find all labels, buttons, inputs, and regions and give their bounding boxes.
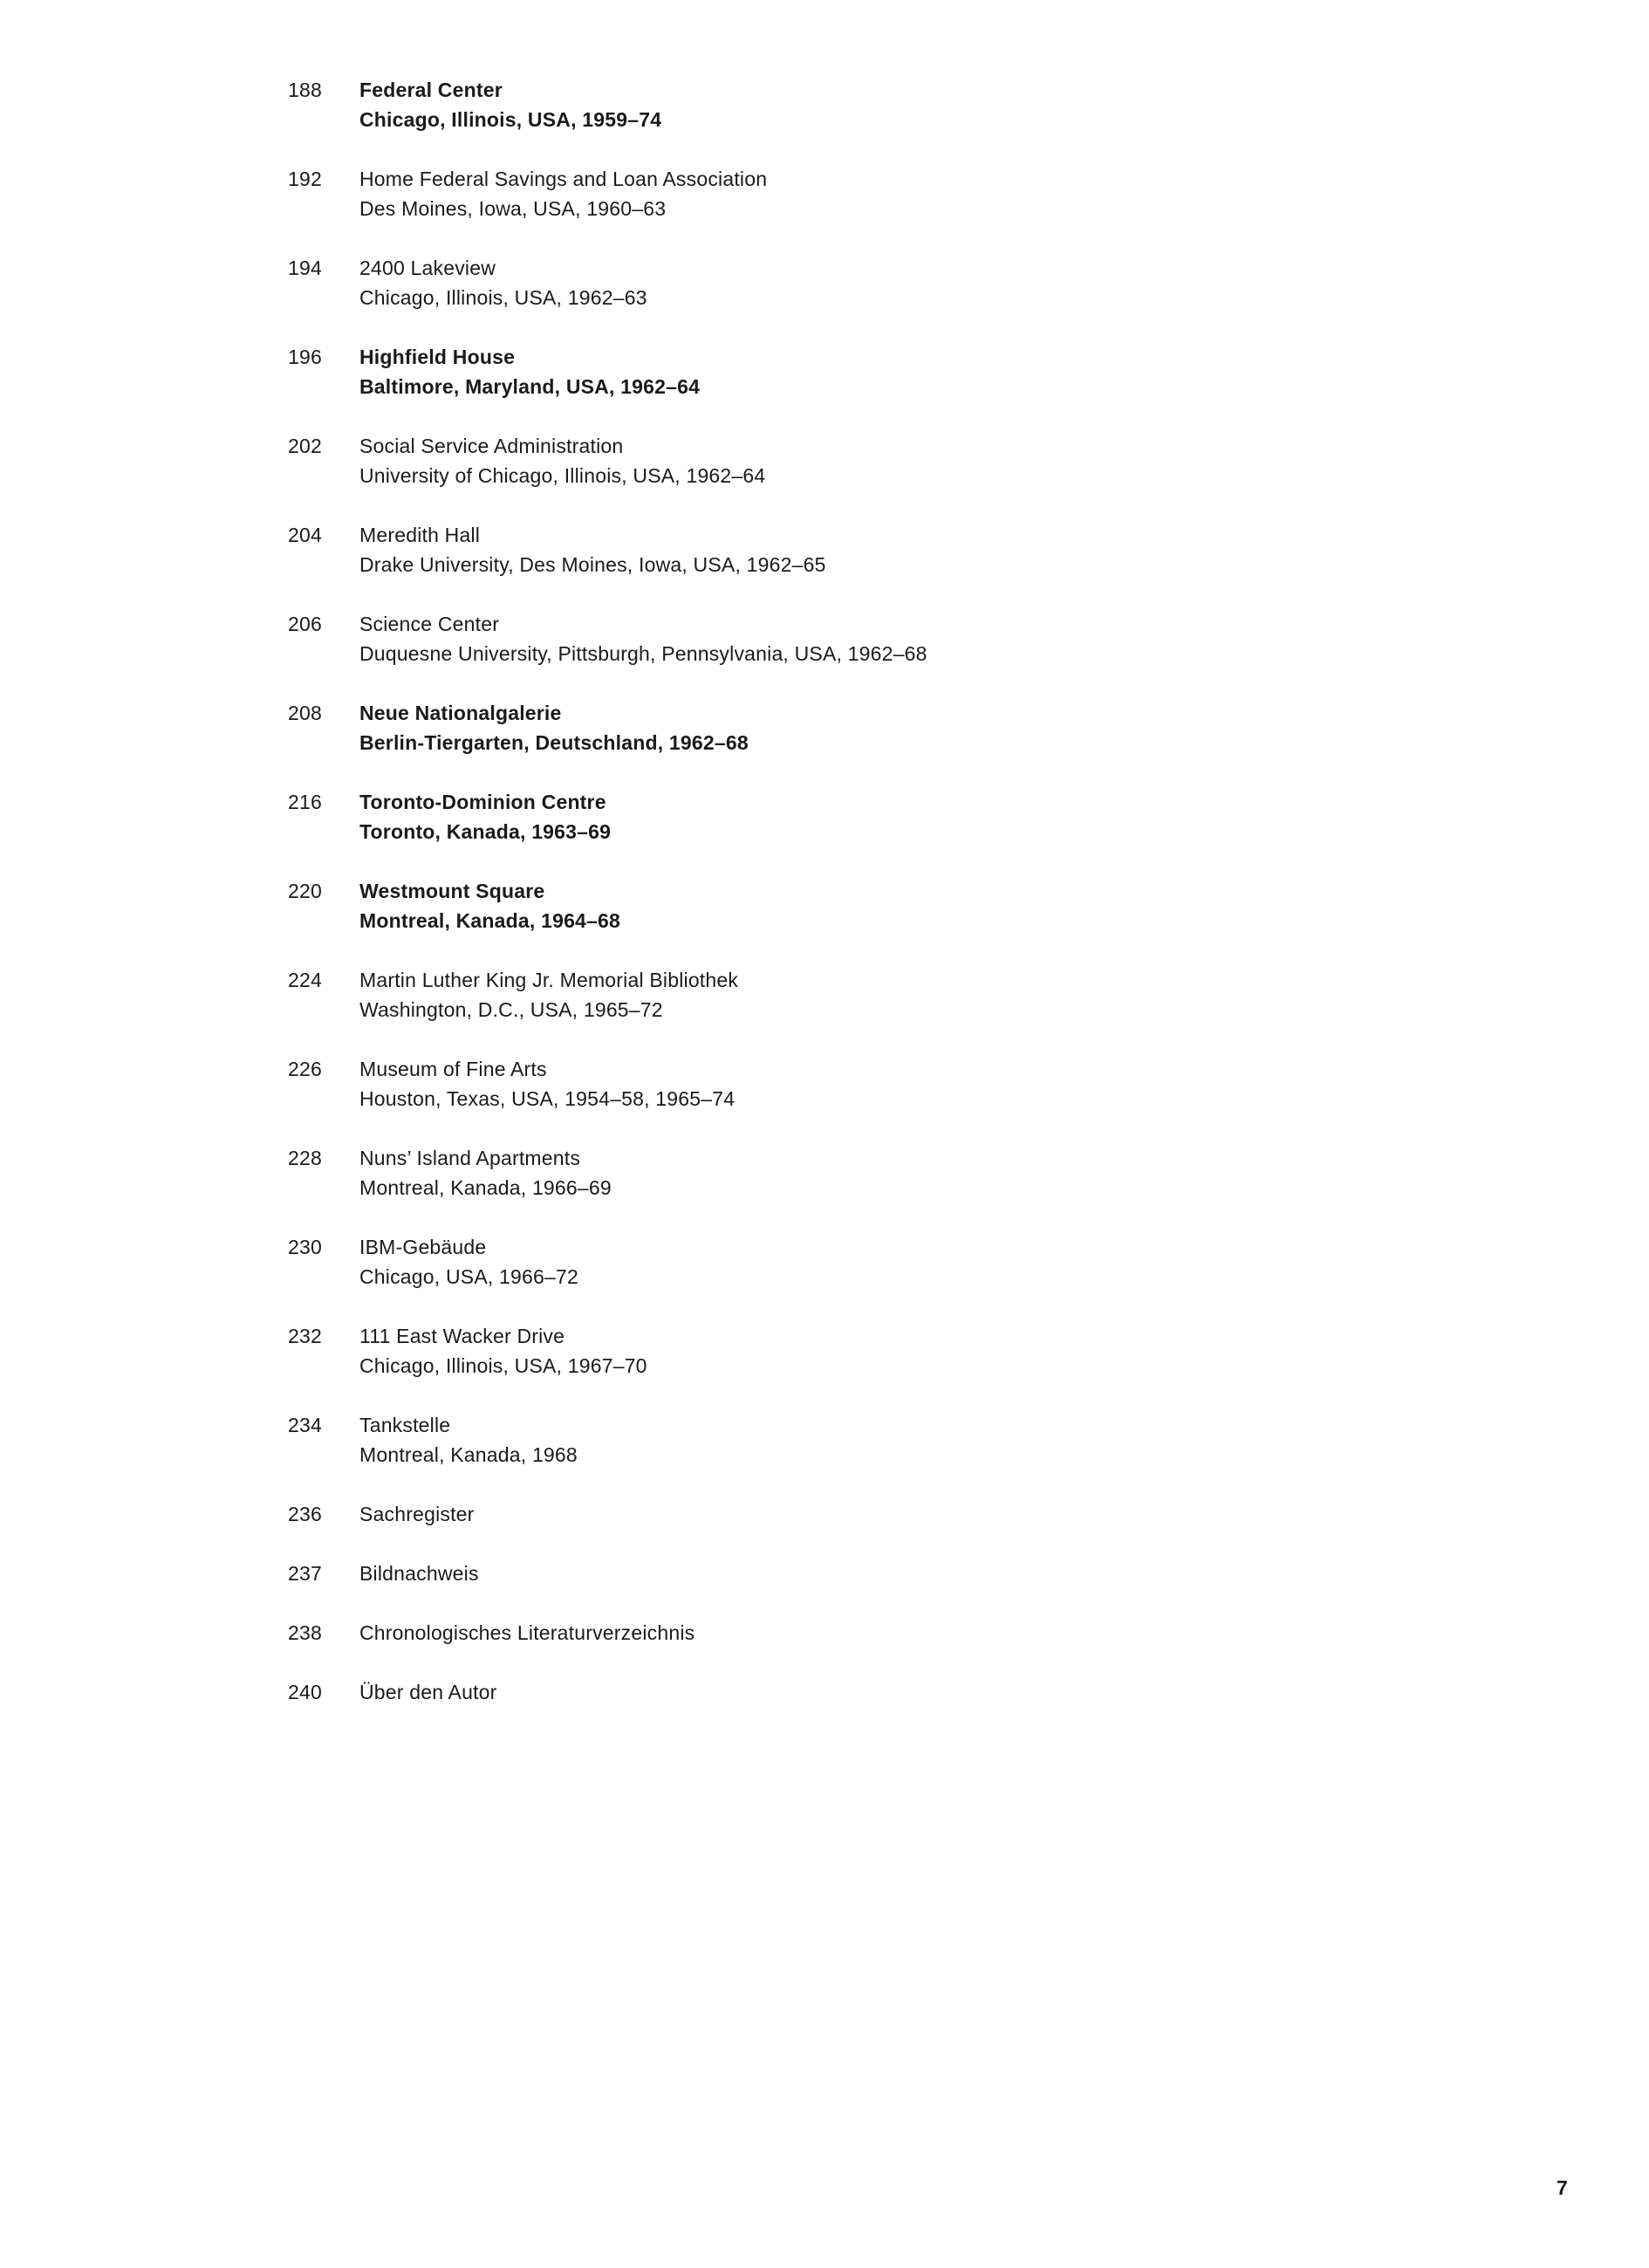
toc-entry[interactable] bbox=[288, 520, 1422, 609]
toc-page-number: 237 bbox=[288, 1562, 322, 1585]
toc-entry[interactable] bbox=[288, 1232, 1422, 1321]
toc-entry[interactable] bbox=[288, 1677, 1422, 1737]
toc-entry-title: Home Federal Savings and Loan Association bbox=[359, 168, 768, 190]
toc-entry-text bbox=[359, 253, 647, 342]
toc-entry-title: Highfield House bbox=[359, 346, 516, 368]
toc-entry[interactable] bbox=[288, 609, 1422, 698]
toc-entry[interactable] bbox=[288, 1559, 1422, 1618]
toc-entry-subtitle: Chicago, USA, 1966–72 bbox=[359, 1265, 578, 1288]
toc-entry-title: Martin Luther King Jr. Memorial Bibliothek bbox=[359, 969, 739, 991]
toc-entry-title: Social Service Administration bbox=[359, 435, 624, 457]
toc-entry-text bbox=[359, 965, 738, 1054]
toc-entry[interactable] bbox=[288, 965, 1422, 1054]
toc-entry[interactable] bbox=[288, 1321, 1422, 1410]
toc-entry-title: Neue Nationalgalerie bbox=[359, 702, 562, 724]
toc-page-number: 208 bbox=[288, 702, 322, 724]
toc-page-number: 192 bbox=[288, 168, 322, 190]
toc-entry-title: Tankstelle bbox=[359, 1414, 451, 1436]
toc-page-number: 240 bbox=[288, 1681, 322, 1703]
toc-entry-text bbox=[359, 1677, 497, 1737]
toc-entry-title: Nuns’ Island Apartments bbox=[359, 1147, 581, 1169]
toc-entry-subtitle: Des Moines, Iowa, USA, 1960–63 bbox=[359, 197, 667, 220]
toc-page-number: 204 bbox=[288, 524, 322, 546]
toc-entry-title: 2400 Lakeview bbox=[359, 257, 496, 279]
toc-entry-title: Science Center bbox=[359, 613, 500, 635]
toc-entry-title: Sachregister bbox=[359, 1503, 475, 1525]
toc-entry-subtitle: Toronto, Kanada, 1963–69 bbox=[359, 820, 612, 843]
toc-entry[interactable] bbox=[288, 342, 1422, 431]
toc-entry-text bbox=[359, 1559, 479, 1618]
toc-entry-subtitle: Drake University, Des Moines, Iowa, USA, 1962–65 bbox=[359, 553, 826, 576]
toc-entry-text bbox=[359, 1410, 578, 1499]
toc-entry-subtitle: Chicago, Illinois, USA, 1959–74 bbox=[359, 108, 662, 131]
toc-entry-subtitle: Washington, D.C., USA, 1965–72 bbox=[359, 998, 663, 1021]
toc-entry-text bbox=[359, 1618, 694, 1677]
toc-page-number: 230 bbox=[288, 1236, 322, 1258]
toc-entry-text bbox=[359, 698, 749, 787]
toc-entry[interactable] bbox=[288, 876, 1422, 965]
toc-entry-title: Museum of Fine Arts bbox=[359, 1058, 547, 1080]
toc-page-number: 228 bbox=[288, 1147, 322, 1169]
toc-entry-subtitle: Chicago, Illinois, USA, 1962–63 bbox=[359, 286, 647, 309]
toc-entry-title: IBM-Gebäude bbox=[359, 1236, 487, 1258]
toc-entry-text bbox=[359, 1321, 647, 1410]
toc-page-number: 238 bbox=[288, 1621, 322, 1644]
toc-entry-text bbox=[359, 1054, 735, 1143]
toc-page-number: 194 bbox=[288, 257, 322, 279]
toc-entry[interactable] bbox=[288, 164, 1422, 253]
toc-entry-text bbox=[359, 1499, 475, 1559]
toc-entry-text bbox=[359, 876, 620, 965]
toc-entry[interactable] bbox=[288, 75, 1422, 164]
toc-entry-title: Toronto-Dominion Centre bbox=[359, 791, 606, 813]
toc-page-number: 216 bbox=[288, 791, 322, 813]
toc-entry-subtitle: Berlin-Tiergarten, Deutschland, 1962–68 bbox=[359, 731, 749, 754]
toc-entry-subtitle: Chicago, Illinois, USA, 1967–70 bbox=[359, 1354, 647, 1377]
toc-page-number: 202 bbox=[288, 435, 322, 457]
toc-entry-subtitle: Montreal, Kanada, 1966–69 bbox=[359, 1176, 612, 1199]
toc-entry-title: Federal Center bbox=[359, 79, 503, 101]
toc-entry[interactable] bbox=[288, 1054, 1422, 1143]
toc-entry-subtitle: University of Chicago, Illinois, USA, 1962–64 bbox=[359, 464, 766, 487]
toc-page-number: 226 bbox=[288, 1058, 322, 1080]
toc-entry-text bbox=[359, 520, 826, 609]
table-of-contents bbox=[288, 75, 1422, 1737]
toc-entry-text bbox=[359, 1143, 612, 1232]
page-number: 7 bbox=[1557, 2176, 1568, 2199]
toc-entry-subtitle: Montreal, Kanada, 1968 bbox=[359, 1443, 578, 1466]
toc-entry-text bbox=[359, 431, 765, 520]
toc-entry[interactable] bbox=[288, 1618, 1422, 1677]
toc-entry-subtitle: Baltimore, Maryland, USA, 1962–64 bbox=[359, 375, 701, 398]
toc-entry[interactable] bbox=[288, 253, 1422, 342]
toc-entry[interactable] bbox=[288, 1410, 1422, 1499]
toc-entry-text bbox=[359, 787, 611, 876]
toc-page-number: 234 bbox=[288, 1414, 322, 1436]
toc-entry[interactable] bbox=[288, 1143, 1422, 1232]
toc-page-number: 224 bbox=[288, 969, 322, 991]
toc-entry-title: Über den Autor bbox=[359, 1681, 497, 1703]
toc-page-number: 188 bbox=[288, 79, 322, 101]
toc-entry-title: Meredith Hall bbox=[359, 524, 481, 546]
toc-entry[interactable] bbox=[288, 431, 1422, 520]
toc-page-number: 196 bbox=[288, 346, 322, 368]
toc-entry-text bbox=[359, 75, 661, 164]
toc-entry-title: Chronologisches Literaturverzeichnis bbox=[359, 1621, 695, 1644]
toc-entry-subtitle: Duquesne University, Pittsburgh, Pennsylvania, USA, 1962–68 bbox=[359, 642, 927, 665]
toc-entry[interactable] bbox=[288, 698, 1422, 787]
toc-entry[interactable] bbox=[288, 787, 1422, 876]
toc-entry-text bbox=[359, 342, 700, 431]
toc-page-number: 236 bbox=[288, 1503, 322, 1525]
toc-entry-subtitle: Houston, Texas, USA, 1954–58, 1965–74 bbox=[359, 1087, 736, 1110]
toc-entry-text bbox=[359, 164, 767, 253]
toc-entry-title: 111 East Wacker Drive bbox=[359, 1325, 565, 1347]
toc-page-number: 220 bbox=[288, 880, 322, 902]
toc-entry-title: Bildnachweis bbox=[359, 1562, 479, 1585]
toc-page-number: 206 bbox=[288, 613, 322, 635]
toc-entry-title: Westmount Square bbox=[359, 880, 545, 902]
toc-page-number: 232 bbox=[288, 1325, 322, 1347]
toc-entry-text bbox=[359, 1232, 578, 1321]
toc-entry[interactable] bbox=[288, 1499, 1422, 1559]
toc-entry-text bbox=[359, 609, 927, 698]
toc-entry-subtitle: Montreal, Kanada, 1964–68 bbox=[359, 909, 621, 932]
